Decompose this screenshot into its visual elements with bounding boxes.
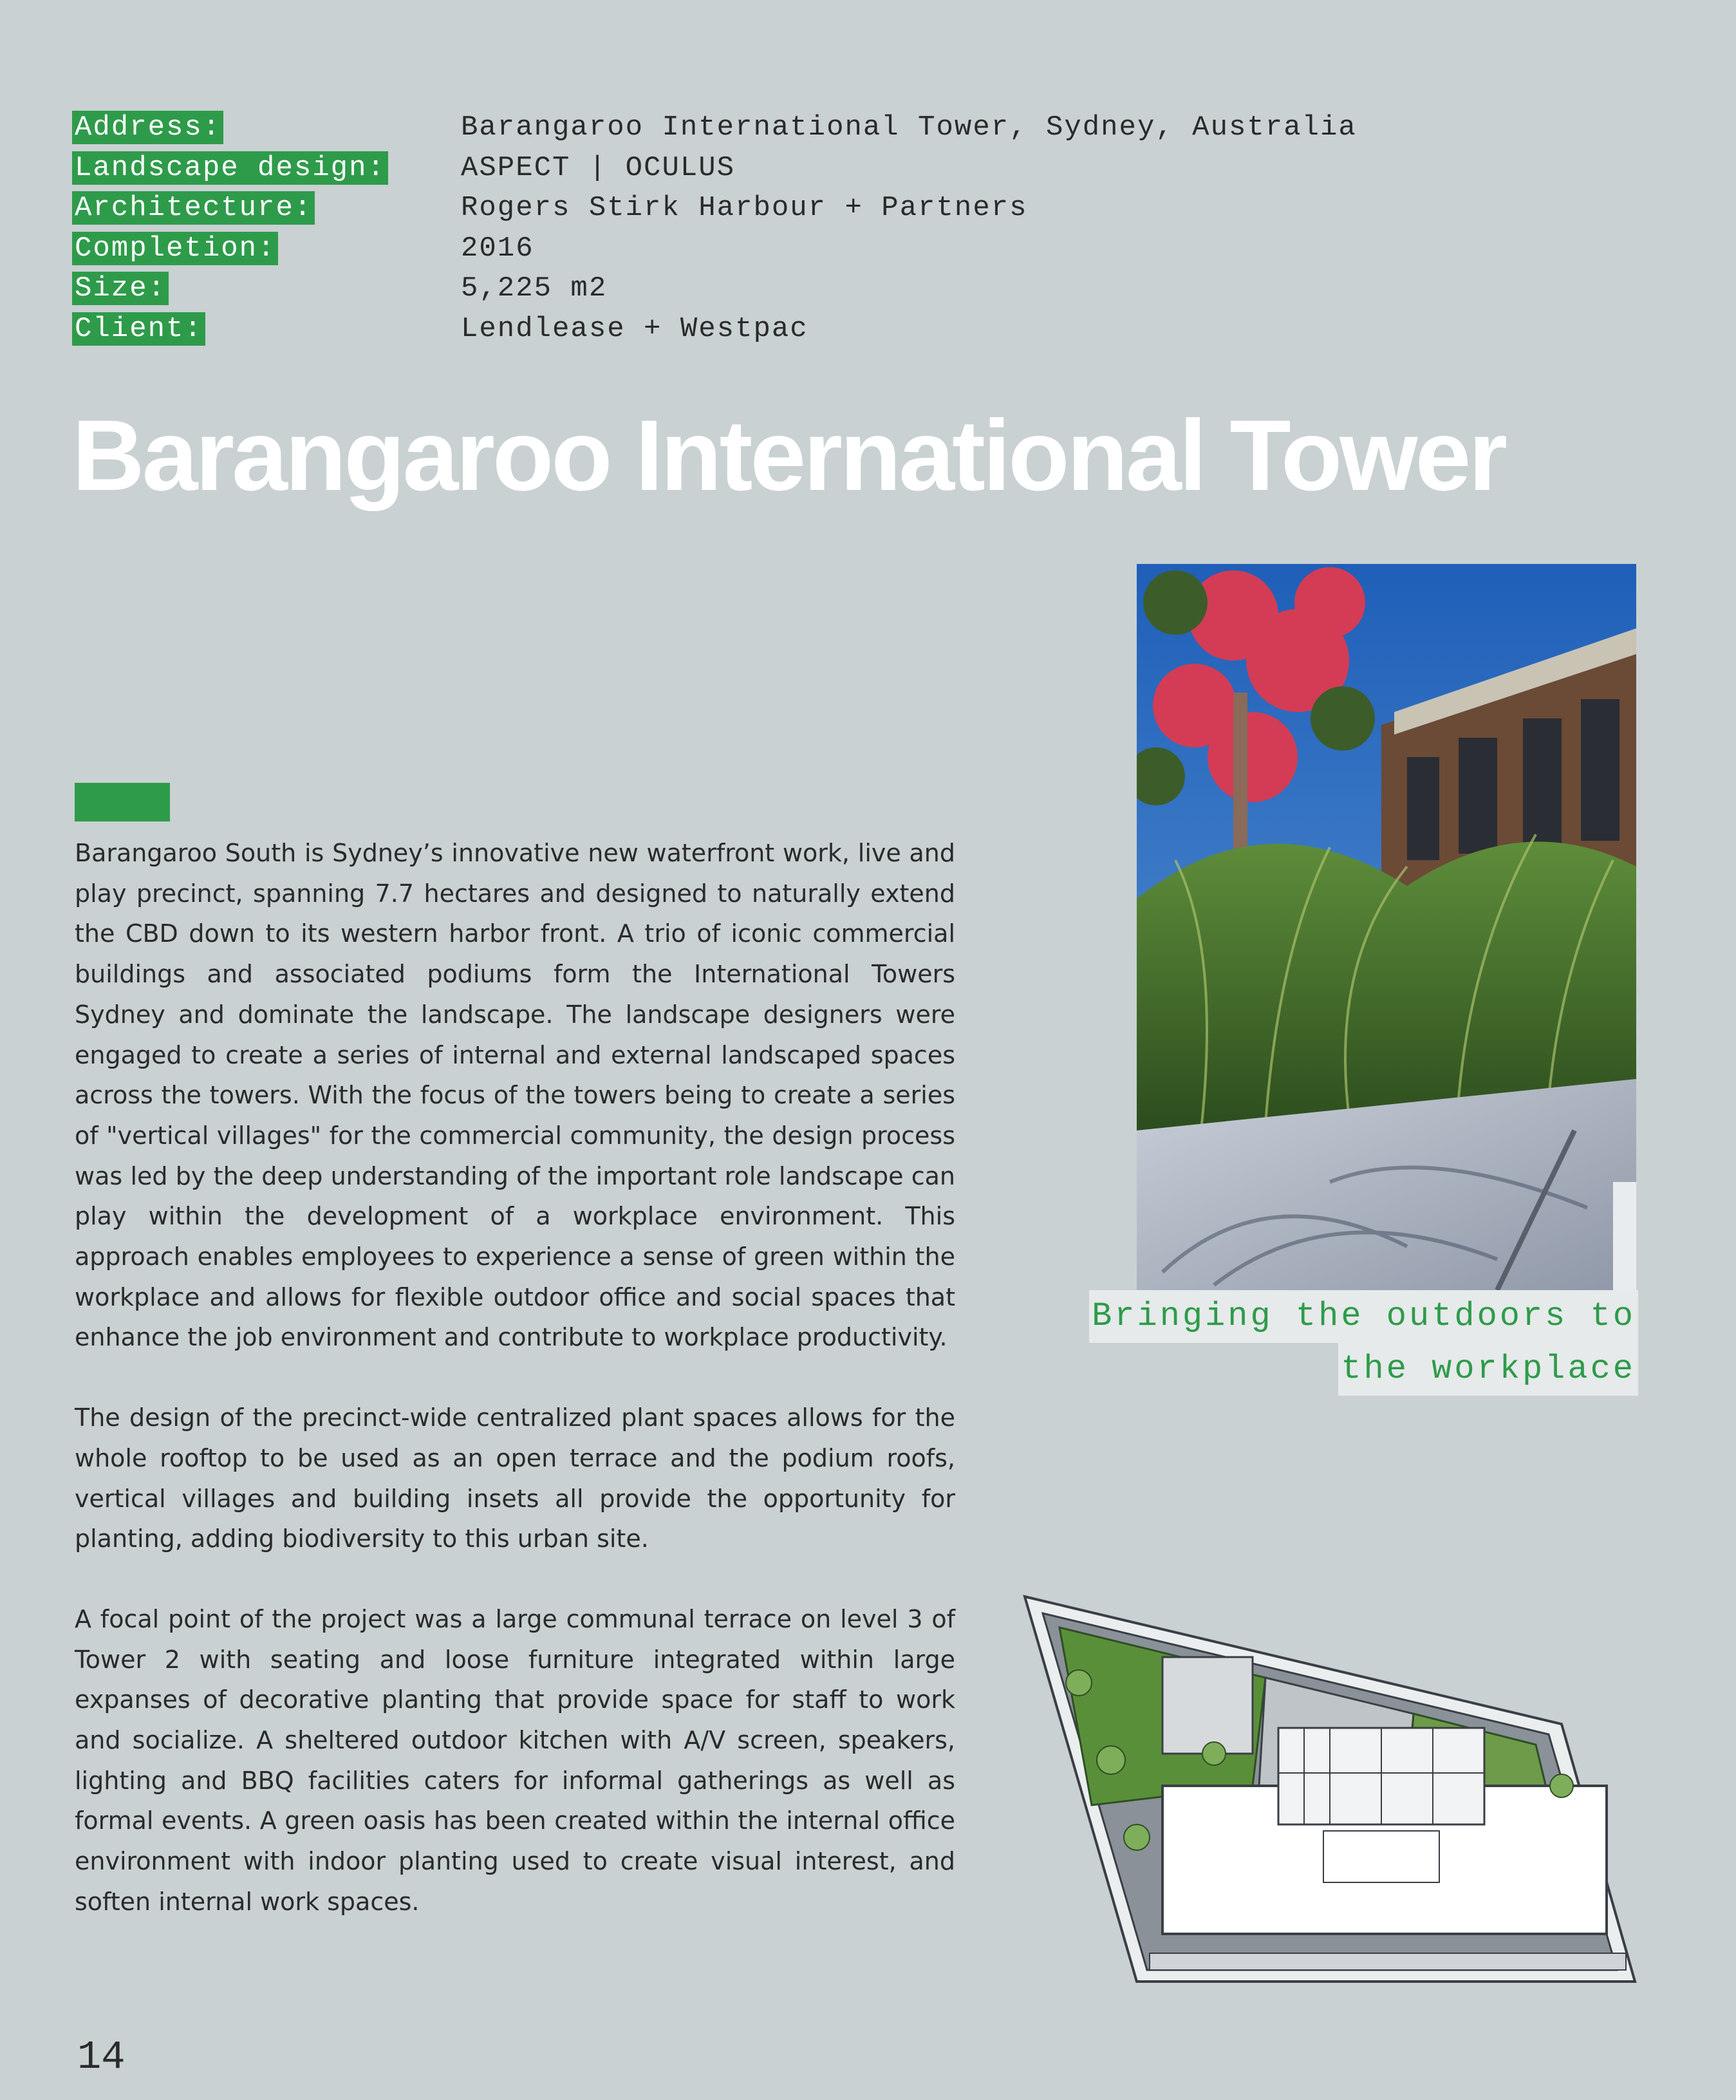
info-value: Rogers Stirk Harbour + Partners (461, 192, 1028, 224)
accent-bar (75, 783, 170, 821)
site-plan (1021, 1593, 1639, 1987)
photo-caption (1089, 1290, 1638, 1396)
garden-photo (1137, 564, 1636, 1290)
info-label: Landscape design: (72, 151, 388, 185)
body-paragraph: A focal point of the project was a large communal terrace on level 3 of Tower 2 with seating and loose furniture integrated within large expanses of decorative planting that provide space for staff to work and socialize. A sheltered outdoor kitchen with A/V screen, speakers, lighting and BBQ facilities caters for informal gatherings as well as formal events. A green oasis has been created within the internal office environment with indoor planting used to create visual interest, and soften internal work spaces. (75, 1604, 955, 1916)
info-value: 5,225 m2 (461, 272, 608, 305)
info-value: ASPECT | OCULUS (461, 151, 736, 184)
body-paragraph: Barangaroo South is Sydney’s innovative new waterfront work, live and play precinct, spanning 7.7 hectares and designed to naturally extend the CBD down to its western harbor front. A trio of iconic commercial buildings and associated podiums form the International Towers Sydney and dominate the landscape. The landscape designers were engaged to create a series of internal and external landscaped spaces across the towers. With the focus of the towers being to create a series of "vertical villages" for the commercial community, the design process was led by the deep understanding of the important role landscape can play within the development of a workplace environment. This approach enables employees to experience a sense of green within the workplace and allows for flexible outdoor office and social spaces that enhance the job environment and contribute to workplace productivity. (75, 839, 955, 1352)
garden-photo-illustration (1137, 564, 1636, 1290)
info-label: Size: (72, 272, 169, 305)
site-plan-drawing (1021, 1593, 1639, 1987)
page-title: Barangaroo International Tower (72, 400, 1506, 512)
info-label: Address: (72, 111, 223, 144)
caption-line: the workplace (1338, 1343, 1638, 1396)
info-label: Client: (72, 312, 205, 346)
info-value: Barangaroo International Tower, Sydney, Australia (461, 111, 1357, 144)
info-label: Architecture: (72, 191, 315, 225)
caption-line: Bringing the outdoors to (1089, 1290, 1638, 1343)
info-value: 2016 (461, 232, 534, 265)
body-text (75, 833, 955, 1962)
body-paragraph: The design of the precinct-wide centralized plant spaces allows for the whole rooftop to be used as an open terrace and the podium roofs, vertical villages and building insets all provide the opportunity for planting, adding biodiversity to this urban site. (75, 1403, 955, 1553)
info-value: Lendlease + Westpac (461, 312, 808, 345)
page-number: 14 (77, 2034, 126, 2080)
info-label: Completion: (72, 232, 278, 265)
